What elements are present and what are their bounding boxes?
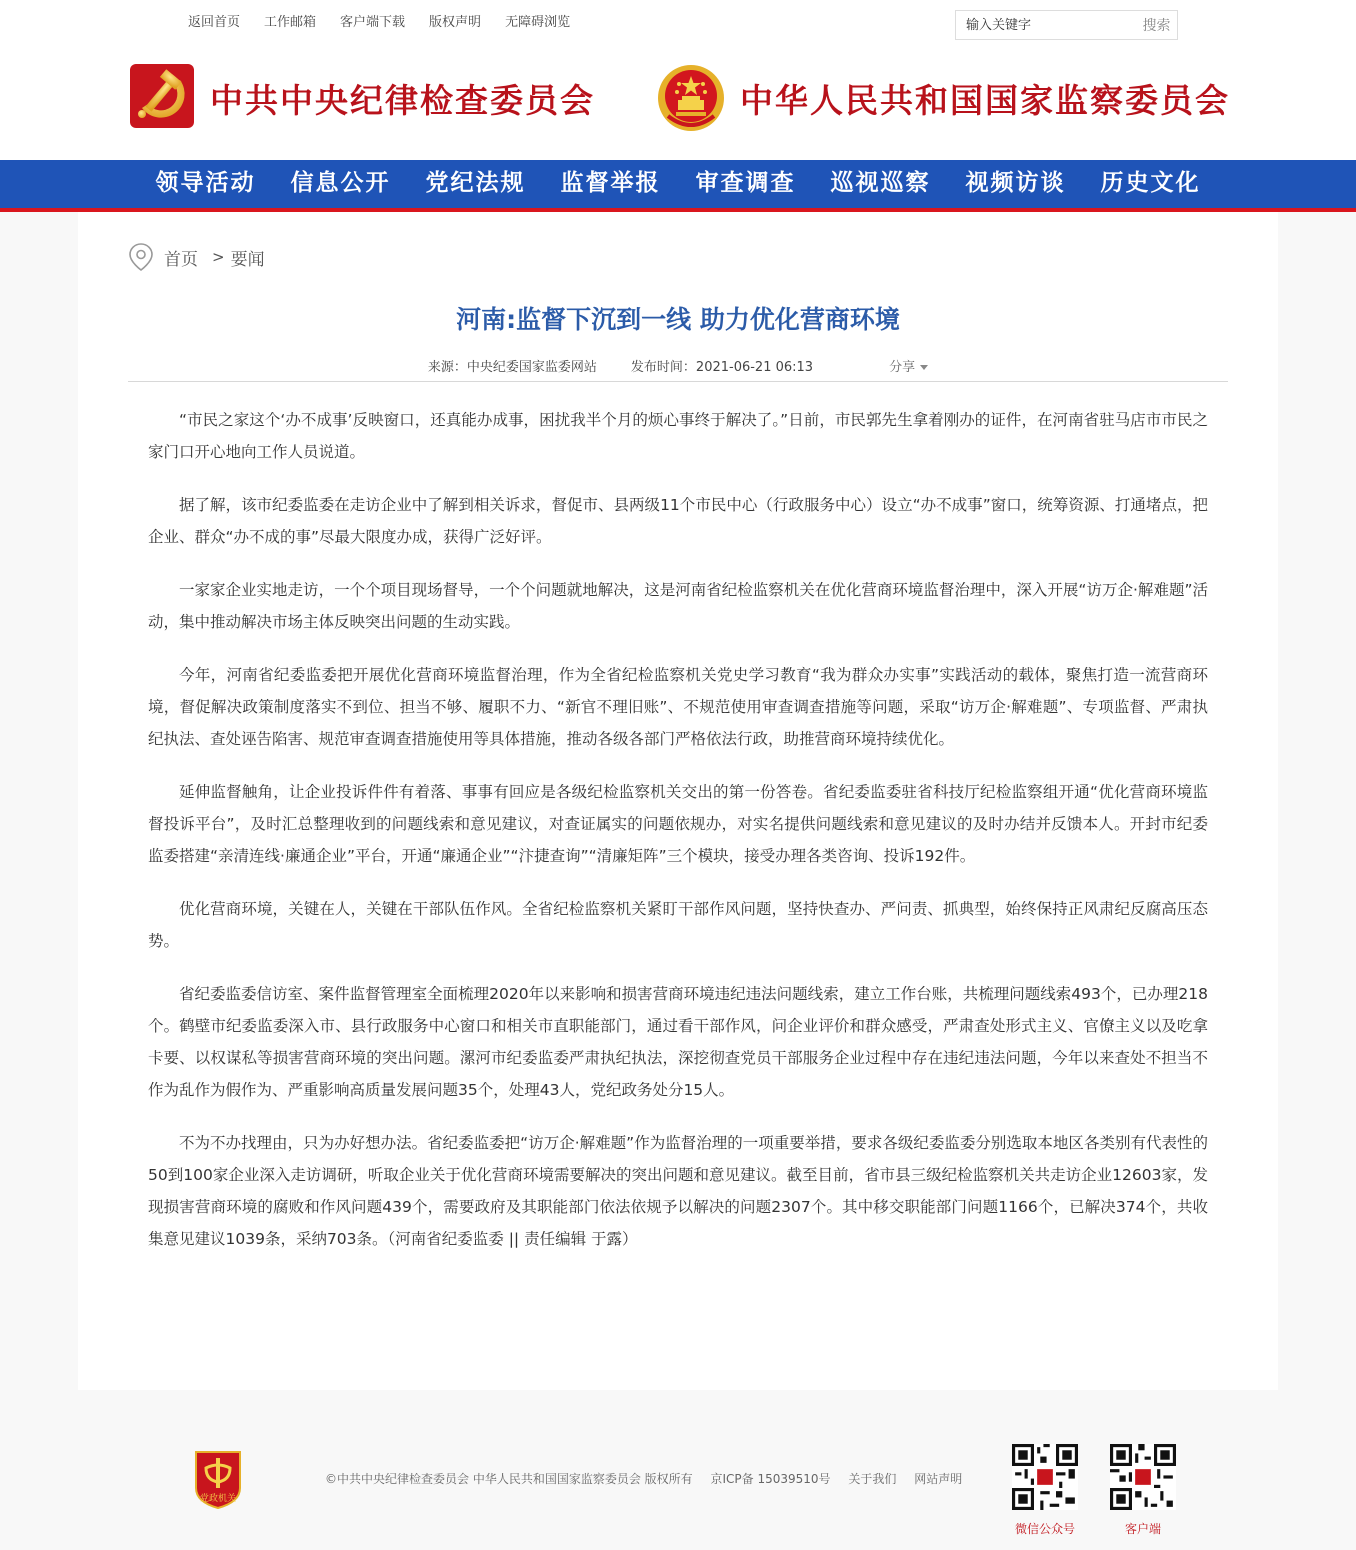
article-body: [148, 404, 1208, 1276]
ccdi-title: 中共中央纪律检查委员会: [210, 80, 595, 120]
top-link-accessibility[interactable]: 无障碍浏览: [505, 15, 571, 30]
footer-about-link[interactable]: 关于我们: [848, 1472, 897, 1486]
search-box: [955, 10, 1178, 40]
nav-item-inspection[interactable]: 巡视巡察: [830, 169, 931, 196]
party-emblem-icon: [128, 62, 196, 134]
breadcrumb-current[interactable]: 要闻: [230, 249, 265, 270]
wechat-qr-code-icon: [1012, 1444, 1078, 1510]
article-source: 来源：中央纪委国家监委网站: [427, 360, 597, 375]
nav-item-video-interview[interactable]: 视频访谈: [965, 169, 1066, 196]
nsc-title: 中华人民共和国国家监察委员会: [740, 80, 1230, 120]
breadcrumb-separator: >: [212, 248, 225, 266]
top-link-home[interactable]: 返回首页: [188, 15, 241, 30]
nav-item-info-disclosure[interactable]: 信息公开: [290, 169, 391, 196]
top-link-copyright[interactable]: 版权声明: [429, 15, 482, 30]
article-paragraph: 据了解，该市纪委监委在走访企业中了解到相关诉求，督促市、县两级11个市民中心（行政服务中心）设立“办不成事”窗口，统筹资源、打通堵点，把企业、群众“办不成的事”尽最大限度办成，获得广泛好评。: [148, 496, 1208, 546]
meta-divider: [128, 381, 1228, 382]
search-input[interactable]: [956, 11, 1136, 39]
nav-item-history-culture[interactable]: 历史文化: [1100, 169, 1201, 196]
party-govt-emblem[interactable]: [192, 1448, 244, 1514]
client-qr-code-icon: [1110, 1444, 1176, 1510]
top-link-mail[interactable]: 工作邮箱: [264, 15, 317, 30]
ccdi-logo[interactable]: [128, 62, 595, 134]
share-label: 分享: [889, 360, 916, 375]
article-paragraph: 一家家企业实地走访，一个个项目现场督导，一个个问题就地解决，这是河南省纪检监察机关在优化营商环境监督治理中，深入开展“访万企·解难题”活动，集中推动解决市场主体反映突出问题的生动实践。: [148, 581, 1208, 631]
location-pin-icon: [128, 242, 154, 272]
article-paragraph: 延伸监督触角，让企业投诉件件有着落、事事有回应是各级纪检监察机关交出的第一份答卷。省纪委监委驻省科技厅纪检监察组开通“优化营商环境监督投诉平台”，及时汇总整理收到的问题线索和意见建议，对查证属实的问题依规办，对实名提供问题线索和意见建议的及时办结并反馈本人。开封市纪委监委搭建“亲清连线·廉通企业”平台，开通“廉通企业”“汴捷查询”“清廉矩阵”三个模块，接受办理各类咨询、投诉192件。: [148, 783, 1208, 865]
emblem-text: 党政机关: [199, 1494, 237, 1504]
breadcrumb-home[interactable]: 首页: [164, 249, 198, 270]
top-links: [188, 11, 570, 30]
article-publish-time: 发布时间：2021-06-21 06:13: [630, 360, 814, 375]
qr-wechat-caption: 微信公众号: [1014, 1522, 1075, 1536]
top-header: [0, 0, 1356, 160]
nav-item-party-rules[interactable]: 党纪法规: [425, 169, 526, 196]
national-emblem-icon: [656, 62, 726, 134]
article-paragraph: 优化营商环境，关键在人，关键在干部队伍作风。全省纪检监察机关紧盯干部作风问题，坚持快查办、严问责、抓典型，始终保持正风肃纪反腐高压态势。: [148, 900, 1208, 950]
share-button[interactable]: [889, 356, 928, 375]
nav-item-investigation[interactable]: 审查调查: [695, 169, 796, 196]
nav-item-leadership[interactable]: 领导活动: [155, 169, 256, 196]
article-paragraph: 不为不办找理由，只为办好想办法。省纪委监委把“访万企·解难题”作为监督治理的一项重要举措，要求各级纪委监委分别选取本地区各类别有代表性的50到100家企业深入走访调研，听取企业关于优化营商环境需要解决的突出问题和意见建议。截至目前，省市县三级纪检监察机关共走访企业12603家，发现损害营商环境的腐败和作风问题439个，需要政府及其职能部门依法依规予以解决的问题2307个。其中移交职能部门问题1166个，已解决374个，共收集意见建议1039条，采纳703条。（河南省纪委监委 || 责任编辑 于露）: [148, 1134, 1208, 1248]
article-paragraph: 今年，河南省纪委监委把开展优化营商环境监督治理，作为全省纪检监察机关党史学习教育“我为群众办实事”实践活动的载体，聚焦打造一流营商环境，督促解决政策制度落实不到位、担当不够、履职不力、“新官不理旧账”、不规范使用审查调查措施等问题，采取“访万企·解难题”、专项监督、严肃执纪执法、查处诬告陷害、规范审查调查措施使用等具体措施，推动各级各部门严格依法行政，助推营商环境持续优化。: [148, 666, 1208, 748]
chevron-down-icon: [920, 365, 928, 370]
qr-client: [1110, 1444, 1176, 1537]
article-container: [78, 212, 1278, 1390]
qr-client-caption: 客户端: [1124, 1522, 1161, 1536]
footer-icp[interactable]: 京ICP备 15039510号: [710, 1472, 831, 1486]
article-paragraph: 省纪委监委信访室、案件监督管理室全面梳理2020年以来影响和损害营商环境违纪违法问题线索，建立工作台账，共梳理问题线索493个，已办理218个。鹤壁市纪委监委深入市、县行政服务中心窗口和相关市直职能部门，通过看干部作风，问企业评价和群众感受，严肃查处形式主义、官僚主义以及吃拿卡要、以权谋私等损害营商环境的突出问题。漯河市纪委监委严肃执纪执法，深挖彻查党员干部服务企业过程中存在违纪违法问题，今年以来查处不担当不作为乱作为假作为、严重影响高质量发展问题35个，处理43人，党纪政务处分15人。: [148, 985, 1208, 1099]
nsc-logo[interactable]: [656, 62, 1230, 134]
footer-copyright: ©中共中央纪律检查委员会 中华人民共和国国家监察委员会 版权所有: [325, 1472, 693, 1486]
top-link-client-download[interactable]: 客户端下载: [340, 15, 406, 30]
main-nav: [0, 160, 1356, 212]
footer: [0, 1390, 1356, 1550]
footer-info: [325, 1470, 976, 1487]
article-title: 河南:监督下沉到一线 助力优化营商环境: [456, 305, 900, 334]
nav-item-supervision-report[interactable]: 监督举报: [560, 169, 661, 196]
qr-wechat: [1012, 1444, 1078, 1537]
article-meta: [78, 356, 1278, 375]
article-paragraph: “市民之家这个‘办不成事’反映窗口，还真能办成事，困扰我半个月的烦心事终于解决了。”日前，市民郭先生拿着刚办的证件，在河南省驻马店市市民之家门口开心地向工作人员说道。: [148, 411, 1208, 461]
party-govt-badge-icon: [192, 1448, 244, 1510]
breadcrumb: [128, 242, 265, 272]
search-button[interactable]: 搜索: [1142, 18, 1171, 34]
footer-statement-link[interactable]: 网站声明: [914, 1472, 963, 1486]
